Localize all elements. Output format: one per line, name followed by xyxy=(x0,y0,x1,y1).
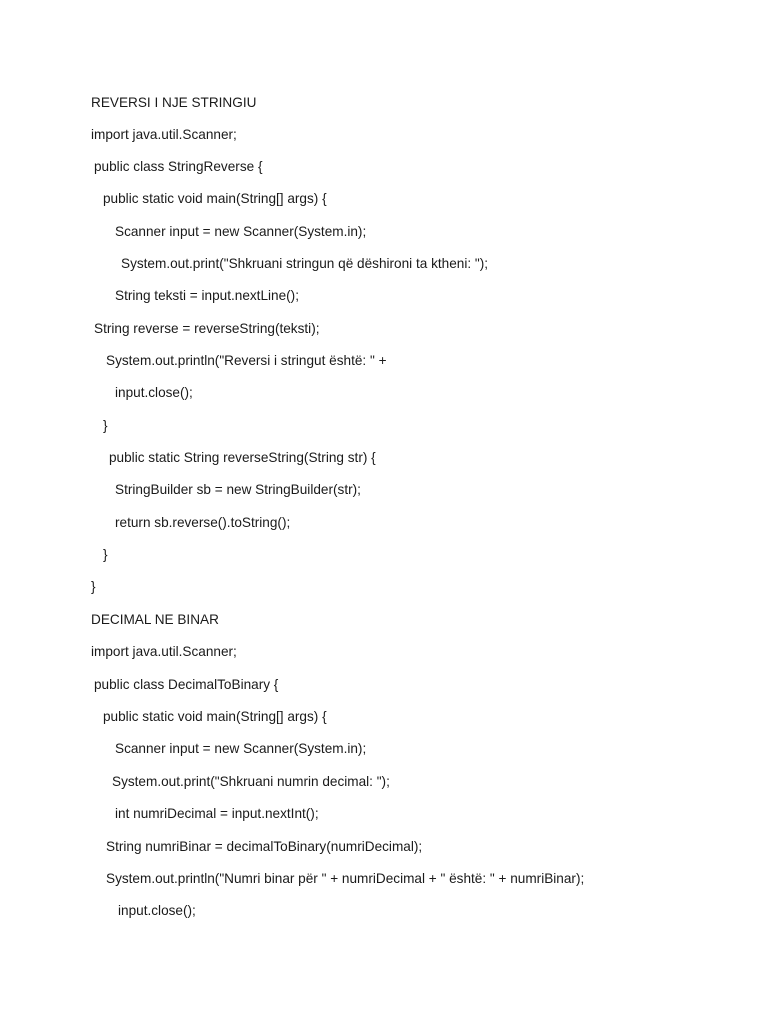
code-line: } xyxy=(103,547,108,562)
code-line: public class DecimalToBinary { xyxy=(94,677,279,692)
section-heading: REVERSI I NJE STRINGIU xyxy=(91,95,257,110)
code-line: System.out.println("Reversi i stringut është: " + xyxy=(106,353,387,368)
code-line: System.out.println("Numri binar për " + numriDecimal + " është: " + numriBinar); xyxy=(106,871,585,886)
code-line: public static void main(String[] args) { xyxy=(103,191,327,206)
code-line: String reverse = reverseString(teksti); xyxy=(94,321,320,336)
code-line: String numriBinar = decimalToBinary(numriDecimal); xyxy=(106,839,423,854)
code-line: Scanner input = new Scanner(System.in); xyxy=(115,224,367,239)
code-line: public class StringReverse { xyxy=(94,159,263,174)
code-line: } xyxy=(103,418,108,433)
code-line: import java.util.Scanner; xyxy=(91,127,237,142)
code-line: int numriDecimal = input.nextInt(); xyxy=(115,806,319,821)
code-line: System.out.print("Shkruani stringun që dëshironi ta ktheni: "); xyxy=(121,256,489,271)
code-line: Scanner input = new Scanner(System.in); xyxy=(115,741,367,756)
code-line: import java.util.Scanner; xyxy=(91,644,237,659)
code-line: StringBuilder sb = new StringBuilder(str); xyxy=(115,482,361,497)
code-line: public static void main(String[] args) { xyxy=(103,709,327,724)
code-line: input.close(); xyxy=(115,385,193,400)
code-line: return sb.reverse().toString(); xyxy=(115,515,291,530)
section-heading: DECIMAL NE BINAR xyxy=(91,612,219,627)
code-line: String teksti = input.nextLine(); xyxy=(115,288,299,303)
code-line: input.close(); xyxy=(118,903,196,918)
code-line: public static String reverseString(String str) { xyxy=(109,450,376,465)
code-line: } xyxy=(91,579,96,594)
code-line: System.out.print("Shkruani numrin decimal: "); xyxy=(112,774,390,789)
